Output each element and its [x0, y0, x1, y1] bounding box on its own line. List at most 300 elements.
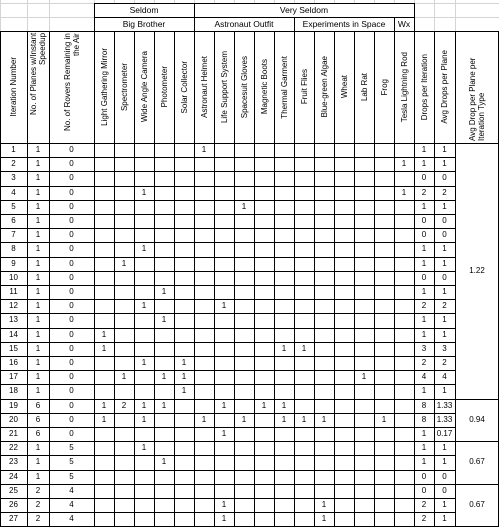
data-cell[interactable]: [394, 512, 414, 526]
data-cell[interactable]: 1: [421, 329, 427, 339]
data-cell[interactable]: [354, 512, 374, 526]
data-cell[interactable]: 0: [69, 187, 74, 197]
data-cell[interactable]: 2: [442, 301, 447, 311]
data-cell[interactable]: 1: [161, 287, 167, 297]
data-cell[interactable]: [274, 441, 294, 455]
data-cell[interactable]: [134, 257, 154, 271]
data-cell[interactable]: [254, 427, 274, 441]
data-cell[interactable]: [334, 299, 354, 313]
data-cell[interactable]: 2: [421, 301, 427, 311]
data-cell[interactable]: [314, 171, 334, 185]
data-cell[interactable]: [94, 299, 114, 313]
data-cell[interactable]: [394, 200, 414, 214]
data-cell[interactable]: [94, 455, 114, 469]
data-cell[interactable]: 1: [101, 400, 107, 410]
data-cell[interactable]: 2: [421, 187, 427, 197]
data-cell[interactable]: [234, 157, 254, 171]
data-cell[interactable]: [314, 470, 334, 484]
data-cell[interactable]: [394, 384, 414, 398]
row-number-cell[interactable]: 21: [9, 429, 18, 439]
data-cell[interactable]: [274, 186, 294, 200]
data-cell[interactable]: 2: [442, 187, 447, 197]
data-cell[interactable]: [234, 186, 254, 200]
data-cell[interactable]: [294, 143, 314, 157]
data-cell[interactable]: 0.17: [436, 429, 453, 439]
data-cell[interactable]: [254, 498, 274, 512]
data-cell[interactable]: [334, 427, 354, 441]
data-cell[interactable]: 2: [35, 514, 41, 524]
data-cell[interactable]: [154, 328, 174, 342]
data-cell[interactable]: [374, 228, 394, 242]
data-cell[interactable]: [254, 299, 274, 313]
data-cell[interactable]: [354, 427, 374, 441]
data-cell[interactable]: [274, 370, 294, 384]
data-cell[interactable]: [354, 384, 374, 398]
data-cell[interactable]: [374, 157, 394, 171]
data-cell[interactable]: [194, 455, 214, 469]
data-cell[interactable]: 1: [181, 386, 187, 396]
data-cell[interactable]: 1: [35, 301, 41, 311]
data-cell[interactable]: [234, 498, 254, 512]
data-cell[interactable]: [94, 285, 114, 299]
data-cell[interactable]: 1: [421, 201, 427, 211]
data-cell[interactable]: 1: [421, 244, 427, 254]
data-cell[interactable]: 1: [101, 343, 107, 353]
data-cell[interactable]: 1.33: [436, 414, 453, 424]
data-cell[interactable]: 1: [421, 443, 427, 453]
data-cell[interactable]: [234, 143, 254, 157]
data-cell[interactable]: [394, 257, 414, 271]
row-number-cell[interactable]: 12: [9, 301, 18, 311]
data-cell[interactable]: [314, 228, 334, 242]
data-cell[interactable]: 3: [442, 343, 447, 353]
data-cell[interactable]: 1: [141, 187, 147, 197]
data-cell[interactable]: [314, 257, 334, 271]
data-cell[interactable]: [214, 171, 234, 185]
data-cell[interactable]: [154, 200, 174, 214]
data-cell[interactable]: [354, 399, 374, 413]
data-cell[interactable]: [394, 285, 414, 299]
data-cell[interactable]: 1: [141, 414, 147, 424]
data-cell[interactable]: [374, 328, 394, 342]
data-cell[interactable]: 2: [442, 358, 447, 368]
data-cell[interactable]: [374, 285, 394, 299]
data-cell[interactable]: [134, 171, 154, 185]
data-cell[interactable]: [174, 512, 194, 526]
data-cell[interactable]: 0: [442, 216, 447, 226]
data-cell[interactable]: [374, 186, 394, 200]
data-cell[interactable]: [154, 356, 174, 370]
data-cell[interactable]: 0: [69, 386, 74, 396]
data-cell[interactable]: [174, 427, 194, 441]
data-cell[interactable]: [134, 143, 154, 157]
data-cell[interactable]: [334, 413, 354, 427]
row-number-cell[interactable]: 19: [9, 400, 18, 410]
data-cell[interactable]: 1: [401, 159, 407, 169]
data-cell[interactable]: [394, 441, 414, 455]
data-cell[interactable]: [194, 384, 214, 398]
data-cell[interactable]: [274, 512, 294, 526]
data-cell[interactable]: 1.33: [436, 400, 453, 410]
data-cell[interactable]: [294, 171, 314, 185]
data-cell[interactable]: [134, 370, 154, 384]
data-cell[interactable]: 1: [121, 372, 127, 382]
data-cell[interactable]: [134, 285, 154, 299]
data-cell[interactable]: 1: [141, 443, 147, 453]
data-cell[interactable]: 1: [442, 244, 447, 254]
data-cell[interactable]: 1: [35, 159, 41, 169]
data-cell[interactable]: [274, 384, 294, 398]
data-cell[interactable]: 0: [69, 244, 74, 254]
data-cell[interactable]: [254, 271, 274, 285]
data-cell[interactable]: [274, 313, 294, 327]
data-cell[interactable]: [114, 200, 134, 214]
data-cell[interactable]: [294, 313, 314, 327]
data-cell[interactable]: [214, 143, 234, 157]
data-cell[interactable]: [134, 455, 154, 469]
data-cell[interactable]: 1: [442, 514, 447, 524]
data-cell[interactable]: [294, 257, 314, 271]
data-cell[interactable]: [314, 143, 334, 157]
data-cell[interactable]: [374, 299, 394, 313]
data-cell[interactable]: [334, 498, 354, 512]
data-cell[interactable]: [114, 271, 134, 285]
data-cell[interactable]: [114, 171, 134, 185]
data-cell[interactable]: 6: [35, 429, 41, 439]
data-cell[interactable]: 5: [69, 457, 74, 467]
data-cell[interactable]: [214, 228, 234, 242]
data-cell[interactable]: [214, 214, 234, 228]
data-cell[interactable]: [334, 214, 354, 228]
data-cell[interactable]: [334, 257, 354, 271]
data-cell[interactable]: 1: [442, 315, 447, 325]
data-cell[interactable]: [194, 285, 214, 299]
data-cell[interactable]: [194, 470, 214, 484]
data-cell[interactable]: [274, 228, 294, 242]
data-cell[interactable]: [334, 441, 354, 455]
row-number-cell[interactable]: 23: [9, 457, 18, 467]
data-cell[interactable]: [334, 342, 354, 356]
data-cell[interactable]: [274, 299, 294, 313]
data-cell[interactable]: [154, 228, 174, 242]
data-cell[interactable]: [94, 484, 114, 498]
data-cell[interactable]: 1: [321, 500, 327, 510]
data-cell[interactable]: [154, 498, 174, 512]
data-cell[interactable]: [314, 313, 334, 327]
data-cell[interactable]: [254, 313, 274, 327]
data-cell[interactable]: 1: [421, 429, 427, 439]
data-cell[interactable]: 1: [35, 372, 41, 382]
data-cell[interactable]: [354, 271, 374, 285]
data-cell[interactable]: [334, 157, 354, 171]
data-cell[interactable]: [294, 157, 314, 171]
row-number-cell[interactable]: 6: [11, 216, 16, 226]
data-cell[interactable]: [194, 313, 214, 327]
data-cell[interactable]: [314, 441, 334, 455]
data-cell[interactable]: [274, 171, 294, 185]
data-cell[interactable]: [254, 356, 274, 370]
data-cell[interactable]: [234, 342, 254, 356]
data-cell[interactable]: [274, 242, 294, 256]
data-cell[interactable]: 1: [421, 159, 427, 169]
data-cell[interactable]: [354, 455, 374, 469]
data-cell[interactable]: [154, 257, 174, 271]
data-cell[interactable]: [334, 356, 354, 370]
data-cell[interactable]: 1: [35, 230, 41, 240]
data-cell[interactable]: [194, 370, 214, 384]
data-cell[interactable]: 1: [161, 315, 167, 325]
data-cell[interactable]: [134, 470, 154, 484]
data-cell[interactable]: [234, 356, 254, 370]
data-cell[interactable]: [94, 171, 114, 185]
data-cell[interactable]: [214, 271, 234, 285]
data-cell[interactable]: [274, 157, 294, 171]
data-cell[interactable]: 4: [69, 485, 74, 495]
data-cell[interactable]: [154, 484, 174, 498]
data-cell[interactable]: [214, 470, 234, 484]
data-cell[interactable]: 0: [69, 159, 74, 169]
type-average-cell[interactable]: 0.67: [469, 500, 485, 510]
data-cell[interactable]: [314, 427, 334, 441]
data-cell[interactable]: [374, 470, 394, 484]
data-cell[interactable]: [254, 413, 274, 427]
data-cell[interactable]: [254, 370, 274, 384]
data-cell[interactable]: [274, 285, 294, 299]
data-cell[interactable]: [294, 285, 314, 299]
type-average-cell[interactable]: 0.67: [469, 457, 485, 467]
row-number-cell[interactable]: 8: [11, 244, 16, 254]
data-cell[interactable]: [294, 328, 314, 342]
row-number-cell[interactable]: 17: [9, 372, 18, 382]
data-cell[interactable]: [254, 242, 274, 256]
data-cell[interactable]: [174, 228, 194, 242]
data-cell[interactable]: [154, 143, 174, 157]
data-cell[interactable]: [234, 214, 254, 228]
data-cell[interactable]: [314, 384, 334, 398]
data-cell[interactable]: [314, 328, 334, 342]
data-cell[interactable]: [314, 242, 334, 256]
data-cell[interactable]: 1: [121, 258, 127, 268]
data-cell[interactable]: 1: [221, 400, 227, 410]
data-cell[interactable]: [334, 186, 354, 200]
row-number-cell[interactable]: 18: [9, 386, 18, 396]
data-cell[interactable]: [394, 171, 414, 185]
data-cell[interactable]: [154, 441, 174, 455]
data-cell[interactable]: [234, 470, 254, 484]
data-cell[interactable]: 1: [35, 287, 41, 297]
data-cell[interactable]: 1: [35, 187, 41, 197]
data-cell[interactable]: [194, 299, 214, 313]
data-cell[interactable]: [134, 228, 154, 242]
data-cell[interactable]: 1: [101, 414, 107, 424]
data-cell[interactable]: 1: [281, 400, 287, 410]
data-cell[interactable]: [194, 498, 214, 512]
data-cell[interactable]: [154, 384, 174, 398]
data-cell[interactable]: 4: [69, 514, 74, 524]
data-cell[interactable]: 1: [35, 145, 41, 155]
data-cell[interactable]: [254, 143, 274, 157]
data-cell[interactable]: 1: [261, 400, 267, 410]
data-cell[interactable]: [114, 484, 134, 498]
data-cell[interactable]: [114, 313, 134, 327]
row-number-cell[interactable]: 4: [11, 187, 16, 197]
row-number-cell[interactable]: 27: [9, 514, 18, 524]
data-cell[interactable]: [374, 484, 394, 498]
data-cell[interactable]: [174, 242, 194, 256]
data-cell[interactable]: [214, 455, 234, 469]
data-cell[interactable]: 1: [241, 201, 247, 211]
data-cell[interactable]: [374, 498, 394, 512]
data-cell[interactable]: [134, 271, 154, 285]
data-cell[interactable]: 1: [35, 358, 41, 368]
data-cell[interactable]: [374, 313, 394, 327]
data-cell[interactable]: [274, 427, 294, 441]
data-cell[interactable]: [94, 143, 114, 157]
data-cell[interactable]: [294, 441, 314, 455]
data-cell[interactable]: [334, 328, 354, 342]
data-cell[interactable]: [154, 171, 174, 185]
data-cell[interactable]: [374, 342, 394, 356]
data-cell[interactable]: 1: [442, 329, 447, 339]
data-cell[interactable]: [394, 498, 414, 512]
data-cell[interactable]: [194, 242, 214, 256]
type-average-cell[interactable]: 1.22: [469, 265, 485, 275]
data-cell[interactable]: [354, 441, 374, 455]
data-cell[interactable]: [354, 413, 374, 427]
data-cell[interactable]: [374, 200, 394, 214]
data-cell[interactable]: [174, 470, 194, 484]
row-number-cell[interactable]: 20: [9, 414, 18, 424]
data-cell[interactable]: 1: [35, 315, 41, 325]
data-cell[interactable]: [274, 214, 294, 228]
data-cell[interactable]: 1: [442, 386, 447, 396]
data-cell[interactable]: 0: [69, 429, 74, 439]
data-cell[interactable]: [254, 214, 274, 228]
data-cell[interactable]: [94, 427, 114, 441]
data-cell[interactable]: [374, 171, 394, 185]
data-cell[interactable]: [394, 470, 414, 484]
data-cell[interactable]: [394, 228, 414, 242]
data-cell[interactable]: [94, 356, 114, 370]
data-cell[interactable]: [114, 186, 134, 200]
type-average-cell[interactable]: 0.94: [469, 414, 485, 424]
data-cell[interactable]: [174, 257, 194, 271]
data-cell[interactable]: [314, 200, 334, 214]
data-cell[interactable]: [174, 328, 194, 342]
data-cell[interactable]: 1: [141, 358, 147, 368]
data-cell[interactable]: 1: [181, 372, 187, 382]
data-cell[interactable]: 1: [321, 414, 327, 424]
data-cell[interactable]: [154, 427, 174, 441]
data-cell[interactable]: [394, 242, 414, 256]
data-cell[interactable]: [254, 200, 274, 214]
data-cell[interactable]: [194, 356, 214, 370]
data-cell[interactable]: [114, 143, 134, 157]
data-cell[interactable]: [174, 455, 194, 469]
data-cell[interactable]: [354, 313, 374, 327]
data-cell[interactable]: [294, 455, 314, 469]
data-cell[interactable]: 0: [421, 173, 427, 183]
data-cell[interactable]: [214, 342, 234, 356]
data-cell[interactable]: [234, 257, 254, 271]
data-cell[interactable]: [334, 484, 354, 498]
data-cell[interactable]: 1: [221, 500, 227, 510]
data-cell[interactable]: [294, 299, 314, 313]
data-cell[interactable]: 2: [35, 485, 41, 495]
data-cell[interactable]: [214, 186, 234, 200]
data-cell[interactable]: 1: [401, 187, 407, 197]
data-cell[interactable]: 0: [69, 315, 74, 325]
data-cell[interactable]: [154, 271, 174, 285]
data-cell[interactable]: [94, 200, 114, 214]
data-cell[interactable]: 2: [121, 400, 127, 410]
data-cell[interactable]: [294, 470, 314, 484]
data-cell[interactable]: [174, 484, 194, 498]
data-cell[interactable]: [254, 512, 274, 526]
data-cell[interactable]: [374, 143, 394, 157]
row-number-cell[interactable]: 10: [9, 272, 18, 282]
data-cell[interactable]: 1: [201, 145, 207, 155]
data-cell[interactable]: 0: [69, 258, 74, 268]
data-cell[interactable]: [274, 143, 294, 157]
data-cell[interactable]: 1: [35, 457, 41, 467]
data-cell[interactable]: [354, 285, 374, 299]
data-cell[interactable]: [214, 370, 234, 384]
row-number-cell[interactable]: 26: [9, 500, 18, 510]
data-cell[interactable]: [254, 384, 274, 398]
data-cell[interactable]: [94, 186, 114, 200]
data-cell[interactable]: [114, 342, 134, 356]
data-cell[interactable]: 8: [421, 414, 427, 424]
data-cell[interactable]: [194, 512, 214, 526]
data-cell[interactable]: [394, 328, 414, 342]
data-cell[interactable]: [374, 214, 394, 228]
data-cell[interactable]: [374, 427, 394, 441]
data-cell[interactable]: [94, 313, 114, 327]
data-cell[interactable]: 0: [421, 216, 427, 226]
data-cell[interactable]: [354, 484, 374, 498]
data-cell[interactable]: [174, 285, 194, 299]
data-cell[interactable]: [294, 214, 314, 228]
data-cell[interactable]: [394, 455, 414, 469]
data-cell[interactable]: [374, 399, 394, 413]
data-cell[interactable]: [154, 242, 174, 256]
data-cell[interactable]: [94, 228, 114, 242]
data-cell[interactable]: [334, 470, 354, 484]
data-cell[interactable]: 1: [161, 372, 167, 382]
data-cell[interactable]: 8: [421, 400, 427, 410]
data-cell[interactable]: [194, 257, 214, 271]
data-cell[interactable]: 1: [35, 329, 41, 339]
data-cell[interactable]: [94, 441, 114, 455]
data-cell[interactable]: 1: [35, 258, 41, 268]
data-cell[interactable]: [354, 228, 374, 242]
data-cell[interactable]: [134, 200, 154, 214]
data-cell[interactable]: [94, 271, 114, 285]
data-cell[interactable]: 0: [69, 201, 74, 211]
data-cell[interactable]: [394, 370, 414, 384]
data-cell[interactable]: [114, 228, 134, 242]
row-number-cell[interactable]: 25: [9, 485, 18, 495]
data-cell[interactable]: 2: [421, 358, 427, 368]
data-cell[interactable]: [314, 370, 334, 384]
data-cell[interactable]: [294, 484, 314, 498]
data-cell[interactable]: 2: [421, 500, 427, 510]
data-cell[interactable]: 0: [69, 173, 74, 183]
data-cell[interactable]: 1: [421, 386, 427, 396]
data-cell[interactable]: 4: [421, 372, 427, 382]
data-cell[interactable]: [394, 271, 414, 285]
